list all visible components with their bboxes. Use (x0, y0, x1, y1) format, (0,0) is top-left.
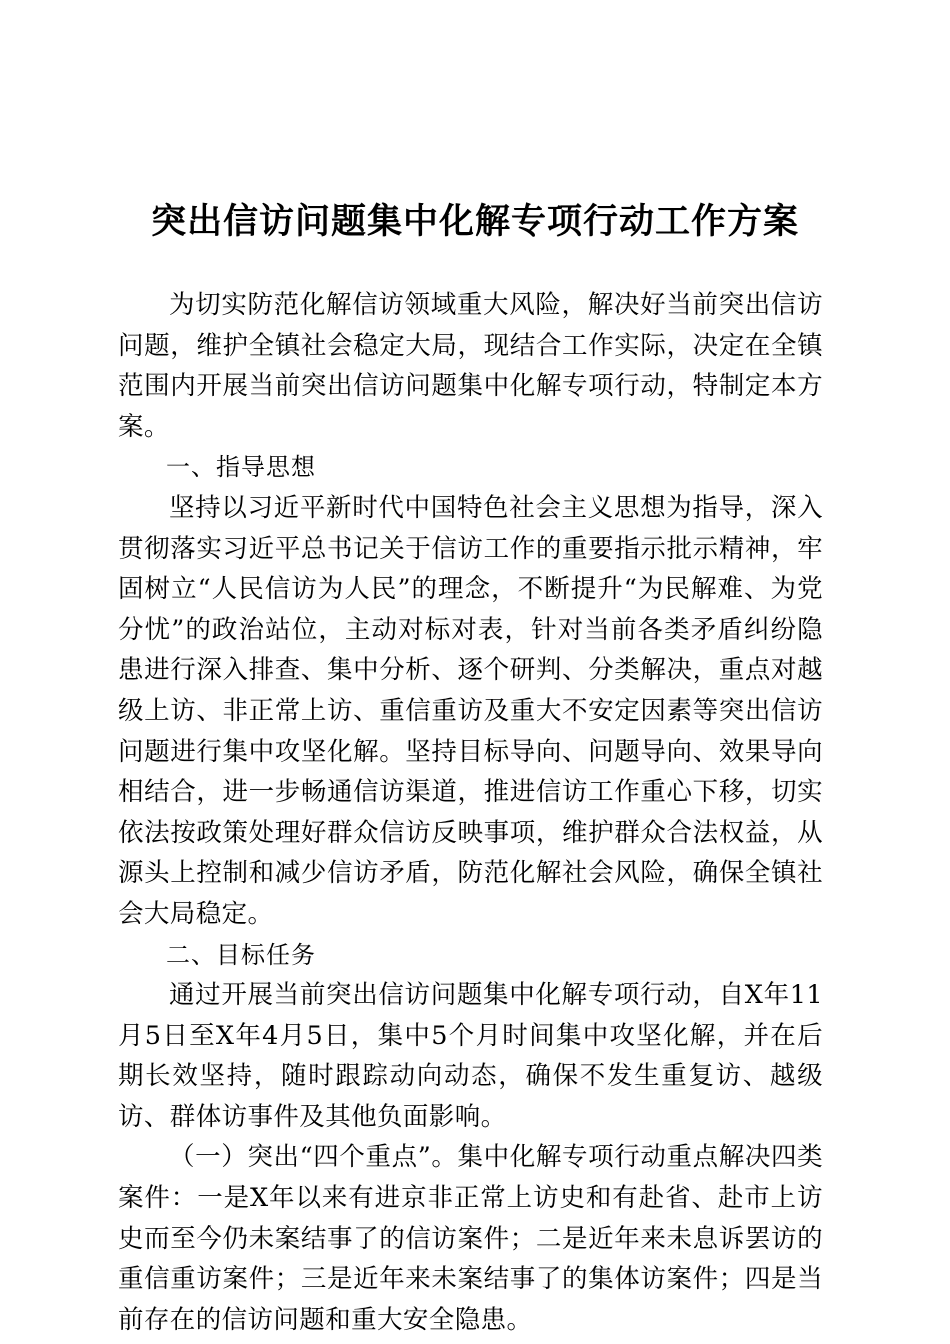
section-heading-goals-tasks: 二、目标任务 (166, 940, 316, 969)
four-key-points-paragraph: （一）突出“四个重点”。集中化解专项行动重点解决四类案件：一是X年以来有进京非正常上访史和有赴省、赴市上访史而至今仍未案结事了的信访案件；二是近年来未息诉罢访的重信重访案件；三是近年来未案结事了的集体访案件；四是当前存在的信访问题和重大安全隐患。 (118, 1142, 823, 1335)
document-title: 突出信访问题集中化解专项行动工作方案 (150, 201, 799, 242)
guiding-ideology-paragraph: 坚持以习近平新时代中国特色社会主义思想为指导，深入贯彻落实习近平总书记关于信访工作的重要指示批示精神，牢固树立“人民信访为人民”的理念，不断提升“为民解难、为党分忧”的政治站位，主动对标对表，针对当前各类矛盾纠纷隐患进行深入排查、集中分析、逐个研判、分类解决，重点对越级上访、非正常上访、重信重访及重大不安定因素等突出信访问题进行集中攻坚化解。坚持目标导向、问题导向、效果导向相结合，进一步畅通信访渠道，推进信访工作重心下移，切实依法按政策处理好群众信访反映事项，维护群众合法权益，从源头上控制和减少信访矛盾，防范化解社会风险，确保全镇社会大局稳定。 (118, 492, 823, 929)
goals-tasks-paragraph: 通过开展当前突出信访问题集中化解专项行动，自X年11月5日至X年4月5日，集中5个月时间集中攻坚化解，并在后期长效坚持，随时跟踪动向动态，确保不发生重复访、越级访、群体访事件及其他负面影响。 (118, 980, 823, 1132)
intro-paragraph: 为切实防范化解信访领域重大风险，解决好当前突出信访问题，维护全镇社会稳定大局，现结合工作实际，决定在全镇范围内开展当前突出信访问题集中化解专项行动，特制定本方案。 (118, 290, 823, 442)
section-heading-guiding-ideology: 一、指导思想 (166, 453, 316, 482)
document-body (118, 285, 823, 1340)
